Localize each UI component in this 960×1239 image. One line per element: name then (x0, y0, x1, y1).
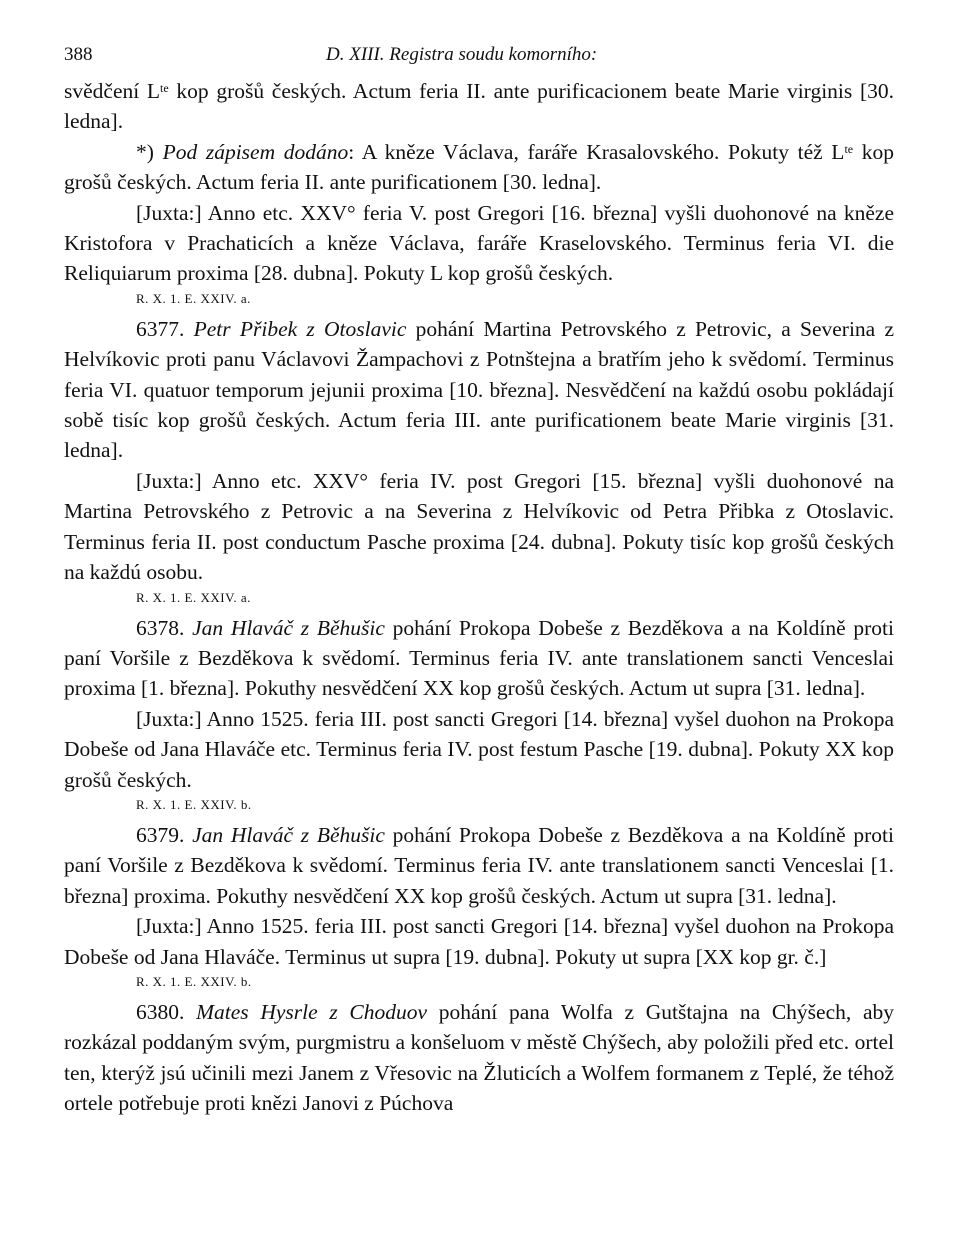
paragraph-juxta: [Juxta:] Anno 1525. feria III. post sancti Gregori [14. března] vyšel duohon na Prokopa Dobeše od Jana Hlaváče. Terminus ut supra [19. dubna]. Pokuty ut supra [XX kop gr. č.] (64, 914, 894, 969)
archival-reference: R. X. 1. E. XXIV. a. (136, 290, 251, 306)
entry-plaintiff: Mates Hysrle z Choduov (196, 999, 428, 1024)
superscript: te (160, 81, 169, 95)
text-run: *) (136, 139, 163, 164)
entry-text: pohání Prokopa Dobeše z Bezděkova a na Koldíně proti paní Voršile z Bezděkova k svědomí. Terminus feria IV. ante translationem sancti Venceslai [1. března] proxima. Pokuthy nesvědčení XX kop grošů českých. Actum ut supra [31. ledna]. (64, 822, 894, 908)
archival-reference: R. X. 1. E. XXIV. b. (136, 796, 252, 812)
page-header (64, 40, 894, 76)
text-run: kop grošů českých. Actum feria II. ante purificationem [30. ledna]. (64, 139, 894, 195)
paragraph-continuation (64, 76, 894, 137)
entry-text: pohání Prokopa Dobeše z Bezděkova a na Koldíně proti paní Voršile z Bezděkova k svědomí. Terminus feria IV. ante translationem sancti Venceslai proxima [1. března]. Pokuthy nesvědčení XX kop grošů českých. Actum ut supra [31. ledna]. (64, 615, 894, 701)
paragraph-footnote-addition (64, 137, 894, 198)
document-page (64, 40, 894, 1119)
text-run: : A kněze Václava, faráře Krasalovského. Pokuty též L (348, 139, 845, 164)
paragraph-juxta: [Juxta:] Anno etc. XXV° feria V. post Gregori [16. března] vyšli duohonové na kněze Kristofora v Prachaticích a kněze Václava, faráře Kraselovského. Terminus feria VI. die Reliquiarum proxima [28. dubna]. Pokuty L kop grošů českých. (64, 200, 894, 286)
entry-text: pohání pana Wolfa z Gutštajna na Chýšech, aby rozkázal poddaným svým, purgmistru a konšeluom v městě Chýšech, aby položili před etc. ortel ten, kterýž jsú učinili mezi Janem z Vřesovic na Žluticích a Wolfem formanem z Teplé, že téhož ortele potřebuje proti knězi Janovi z Púchova (64, 999, 894, 1116)
entry-6379 (64, 820, 894, 911)
page-number: 388 (64, 44, 93, 65)
entry-6378 (64, 613, 894, 704)
archival-reference: R. X. 1. E. XXIV. b. (136, 973, 252, 989)
entry-6377 (64, 314, 894, 466)
text-run: kop grošů českých. Actum feria II. ante purificacionem beate Marie virginis [30. ledna]. (64, 79, 894, 134)
paragraph-juxta: [Juxta:] Anno etc. XXV° feria IV. post Gregori [15. března] vyšli duohonové na Martina Petrovského z Petrovic a na Severina z Helvíkovic od Petra Přibka z Otoslavic. Terminus feria II. post conductum Pasche proxima [24. dubna]. Pokuty tisíc kop grošů českých na každú osobu. (64, 468, 894, 585)
entry-number: 6379. (136, 822, 193, 847)
entry-number: 6378. (136, 615, 193, 640)
running-head: D. XIII. Registra soudu komorního: (326, 44, 598, 65)
text-run: svědčení L (64, 79, 161, 103)
italic-run: Pod zápisem dodáno (162, 139, 349, 164)
entry-plaintiff: Jan Hlaváč z Běhušic (192, 822, 385, 847)
entry-plaintiff: Jan Hlaváč z Běhušic (192, 615, 385, 640)
archival-reference: R. X. 1. E. XXIV. a. (136, 589, 251, 605)
entry-plaintiff: Petr Přibek z Otoslavic (193, 316, 407, 341)
entry-6380 (64, 997, 894, 1119)
entry-number: 6380. (136, 999, 197, 1024)
paragraph-juxta: [Juxta:] Anno 1525. feria III. post sancti Gregori [14. března] vyšel duohon na Prokopa Dobeše od Jana Hlaváče etc. Terminus feria IV. post festum Pasche [19. dubna]. Pokuty XX kop grošů českých. (64, 706, 894, 792)
superscript: te (844, 141, 854, 156)
entry-number: 6377. (136, 316, 194, 341)
entry-text: pohání Martina Petrovského z Petrovic, a Severina z Helvíkovic proti panu Václavovi Žampachovi z Potnštejna a bratřím jeho k svědomí. Terminus feria VI. quatuor temporum jejunii proxima [10. března]. Nesvědčení na každú osobu pokládají sobě tisíc kop grošů českých. Actum feria III. ante purificationem beate Marie virginis [31. ledna]. (64, 316, 894, 463)
